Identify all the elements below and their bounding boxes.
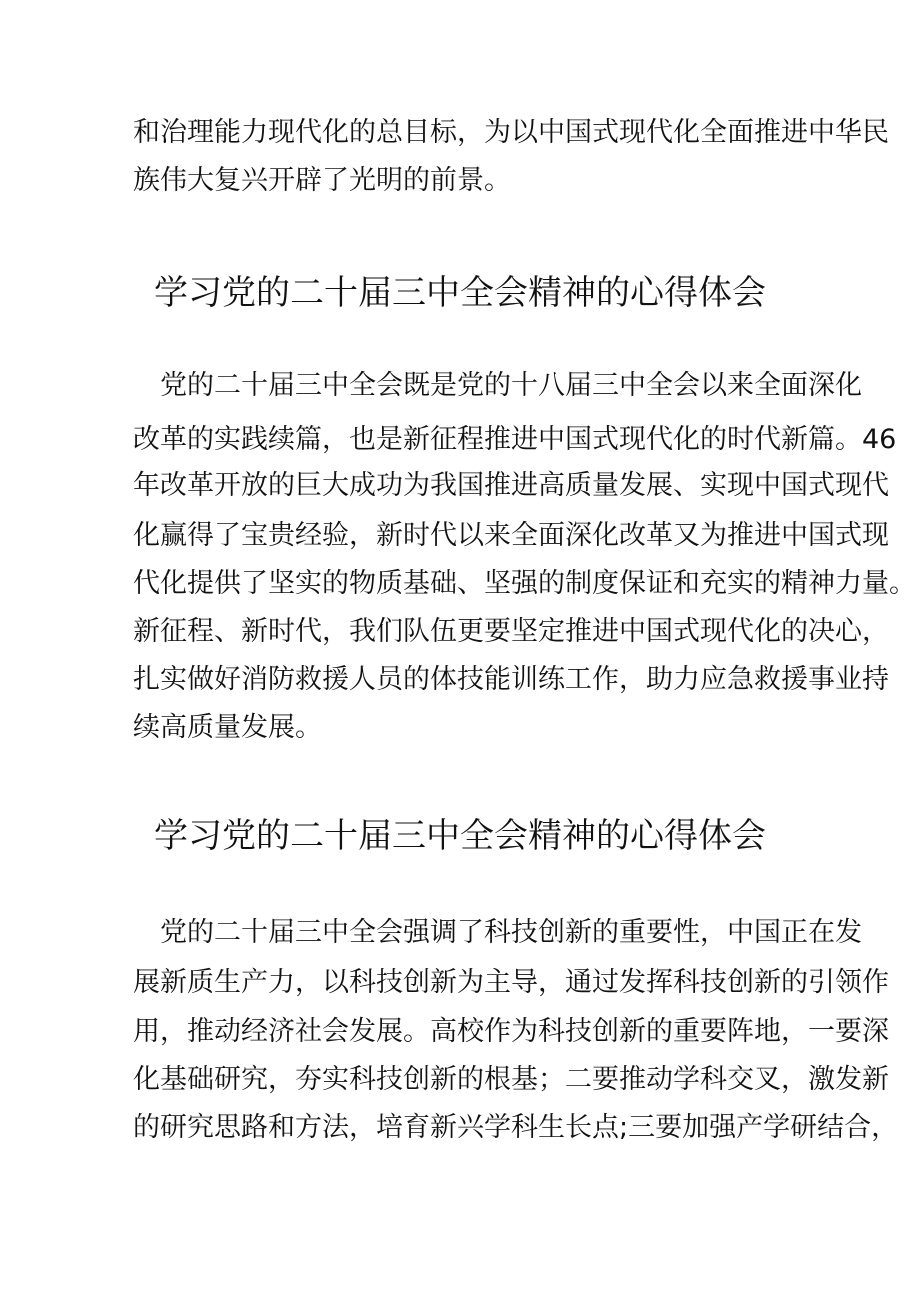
section-1-line-2: 改革的实践续篇，也是新征程推进中国式现代化的时代新篇。46	[133, 424, 897, 455]
section-1-line-8: 续高质量发展。	[133, 712, 322, 743]
section-2-line-2: 展新质生产力，以科技创新为主导，通过发挥科技创新的引领作	[133, 967, 889, 998]
section-1-line-3: 年改革开放的巨大成功为我国推进高质量发展、实现中国式现代	[133, 470, 889, 501]
section-2-line-1: 党的二十届三中全会强调了科技创新的重要性，中国正在发	[133, 917, 862, 948]
section-2-line-3: 用，推动经济社会发展。高校作为科技创新的重要阵地，一要深	[133, 1016, 889, 1047]
section-1-line-7: 扎实做好消防救援人员的体技能训练工作，助力应急救援事业持	[133, 664, 889, 695]
section-1-line-5: 代化提供了坚实的物质基础、坚强的制度保证和充实的精神力量。	[133, 568, 916, 599]
section-2-line-4: 化基础研究，夯实科技创新的根基；二要推动学科交叉，激发新	[133, 1064, 889, 1095]
section-1-line-1: 党的二十届三中全会既是党的十八届三中全会以来全面深化	[133, 370, 862, 401]
section-1-title: 学习党的二十届三中全会精神的心得体会	[154, 273, 766, 313]
section-2-title: 学习党的二十届三中全会精神的心得体会	[154, 816, 766, 856]
intro-line-1: 和治理能力现代化的总目标，为以中国式现代化全面推进中华民	[133, 117, 889, 148]
section-1-line-4: 化赢得了宝贵经验，新时代以来全面深化改革又为推进中国式现	[133, 520, 889, 551]
section-1-line-6: 新征程、新时代，我们队伍更要坚定推进中国式现代化的决心，	[133, 616, 889, 647]
intro-line-2: 族伟大复兴开辟了光明的前景。	[133, 165, 511, 196]
section-2-line-5: 的研究思路和方法，培育新兴学科生长点;三要加强产学研结合，	[133, 1112, 899, 1143]
